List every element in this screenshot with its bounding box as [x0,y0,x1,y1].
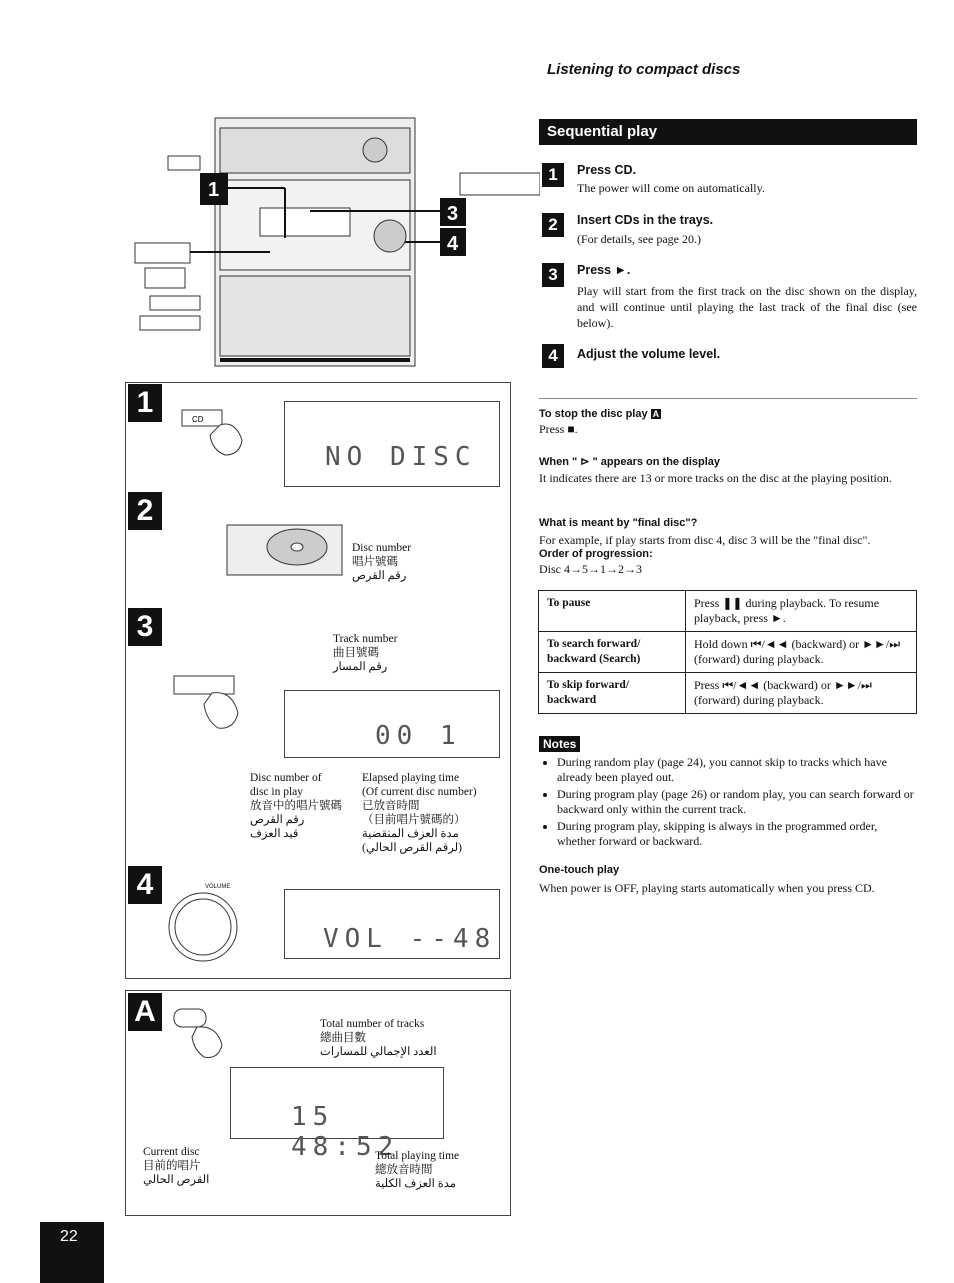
final-disc-text: For example, if play starts from disc 4, disc 3 will be the "final disc". [539,533,871,547]
display-text: 00 1 [375,721,462,751]
panel-2-label: 2 [128,492,162,530]
table-action: To search forward/ backward (Search) [539,632,686,673]
one-touch-heading: One-touch play [539,864,620,876]
table-row [539,632,917,673]
total-tracks-caption: Total number of tracks 總曲目數 العدد الإجمالي للمسارات [320,1018,437,1058]
stop-button-hand [172,1005,242,1070]
stop-text: Press ■. [539,422,578,436]
display-text: 15 48:52 [291,1102,400,1162]
step-1-text: The power will come on automatically. [577,181,765,195]
stereo-drawing [120,108,540,370]
panel-a-label: A [128,993,162,1031]
one-touch-text: When power is OFF, playing starts automatically when you press CD. [539,881,875,895]
list-item: • During random play (page 24), you cannot skip to tracks which have already been played out. [557,755,917,785]
notes-list [539,755,917,851]
step-1-number: 1 [542,163,564,187]
svg-text:4: 4 [447,233,459,255]
step-2-heading: Insert CDs in the trays. [577,213,714,227]
disc-in-play-caption: Disc number of disc in play 放音中的唱片號碼 رقم القرص قيد العزف [250,772,342,840]
list-item: • During program play (page 26) or random play, you can search forward or backward only within the current track. [557,787,917,817]
step-2-text: (For details, see page 20.) [577,232,701,246]
stereo-illustration [120,108,540,370]
page-number: 22 [40,1222,104,1283]
order-heading: Order of progression: [539,548,653,560]
display-stopped [230,1067,444,1162]
table-action: To skip forward/ backward [539,673,686,714]
sequential-play-banner: Sequential play [539,119,917,145]
table-how: Hold down ⏮/◄◄ (backward) or ►►/⏭ (forward) during playback. [686,632,917,673]
track-number-caption: Track number 曲目號碼 رقم المسار [333,633,398,673]
divider [539,398,917,399]
stop-heading: To stop the disc play A [539,408,660,420]
order-text: Disc 4→5→1→2→3 [539,562,642,576]
disc-tray-drawing [222,505,352,590]
svg-text:3: 3 [447,203,459,225]
list-item: • During program play, skipping is always in the programmed order, whether forward or backward. [557,819,917,849]
table-how: Press ❚❚ during playback. To resume playback, press ►. [686,591,917,632]
total-time-caption: Total playing time 總放音時間 مدة العزف الكلية [375,1150,460,1190]
final-disc-heading: What is meant by "final disc"? [539,517,698,529]
svg-text:CD: CD [192,415,204,424]
volume-knob [165,885,245,970]
svg-text:1: 1 [208,179,220,201]
disc-number-caption: Disc number 唱片號碼 رقم القرص [352,542,412,582]
panel-3-label: 3 [128,608,162,646]
table-how: Press ⏮/◄◄ (backward) or ►►/⏭ (forward) during playback. [686,673,917,714]
step-1-heading: Press CD. [577,163,637,177]
step-3-text: Play will start from the first track on the disc shown on the display, and will continue until playing the last track of the final disc (see below). [577,284,917,330]
section-title: Listening to compact discs [547,61,741,78]
notes-badge-wrap [539,735,580,753]
elapsed-time-caption: Elapsed playing time (Of current disc number) 已放音時間 （目前唱片號碼的） مدة العزف المنقضية (لرقم القرص الحالي) [362,772,477,854]
display-text: NO DISC [325,442,477,472]
current-disc-caption: Current disc 目前的唱片 القرص الحالي [143,1146,210,1186]
display-no-disc [284,401,500,487]
step-2-number: 2 [542,213,564,237]
cd-button-hand [180,400,260,465]
volume-label: VOLUME [205,884,231,890]
step-3-number: 3 [542,263,564,287]
step-4-heading: Adjust the volume level. [577,347,721,361]
play-button-hand [172,668,262,743]
when-text: It indicates there are 13 or more tracks on the disc at the playing position. [539,471,892,485]
table-row [539,591,917,632]
display-text: VOL --48 [323,924,497,954]
notes-badge: Notes [539,736,580,752]
stop-badge: A [652,409,660,419]
step-4-number: 4 [542,344,564,368]
table-action: To pause [539,591,686,632]
panel-4-label: 4 [128,866,162,904]
step-3-heading: Press ►. [577,263,631,277]
operations-table [538,590,917,714]
table-row [539,673,917,714]
display-play [284,690,500,758]
display-volume [284,889,500,959]
panel-1-label: 1 [128,384,162,422]
when-heading: When " ⊳ " appears on the display [539,456,721,468]
